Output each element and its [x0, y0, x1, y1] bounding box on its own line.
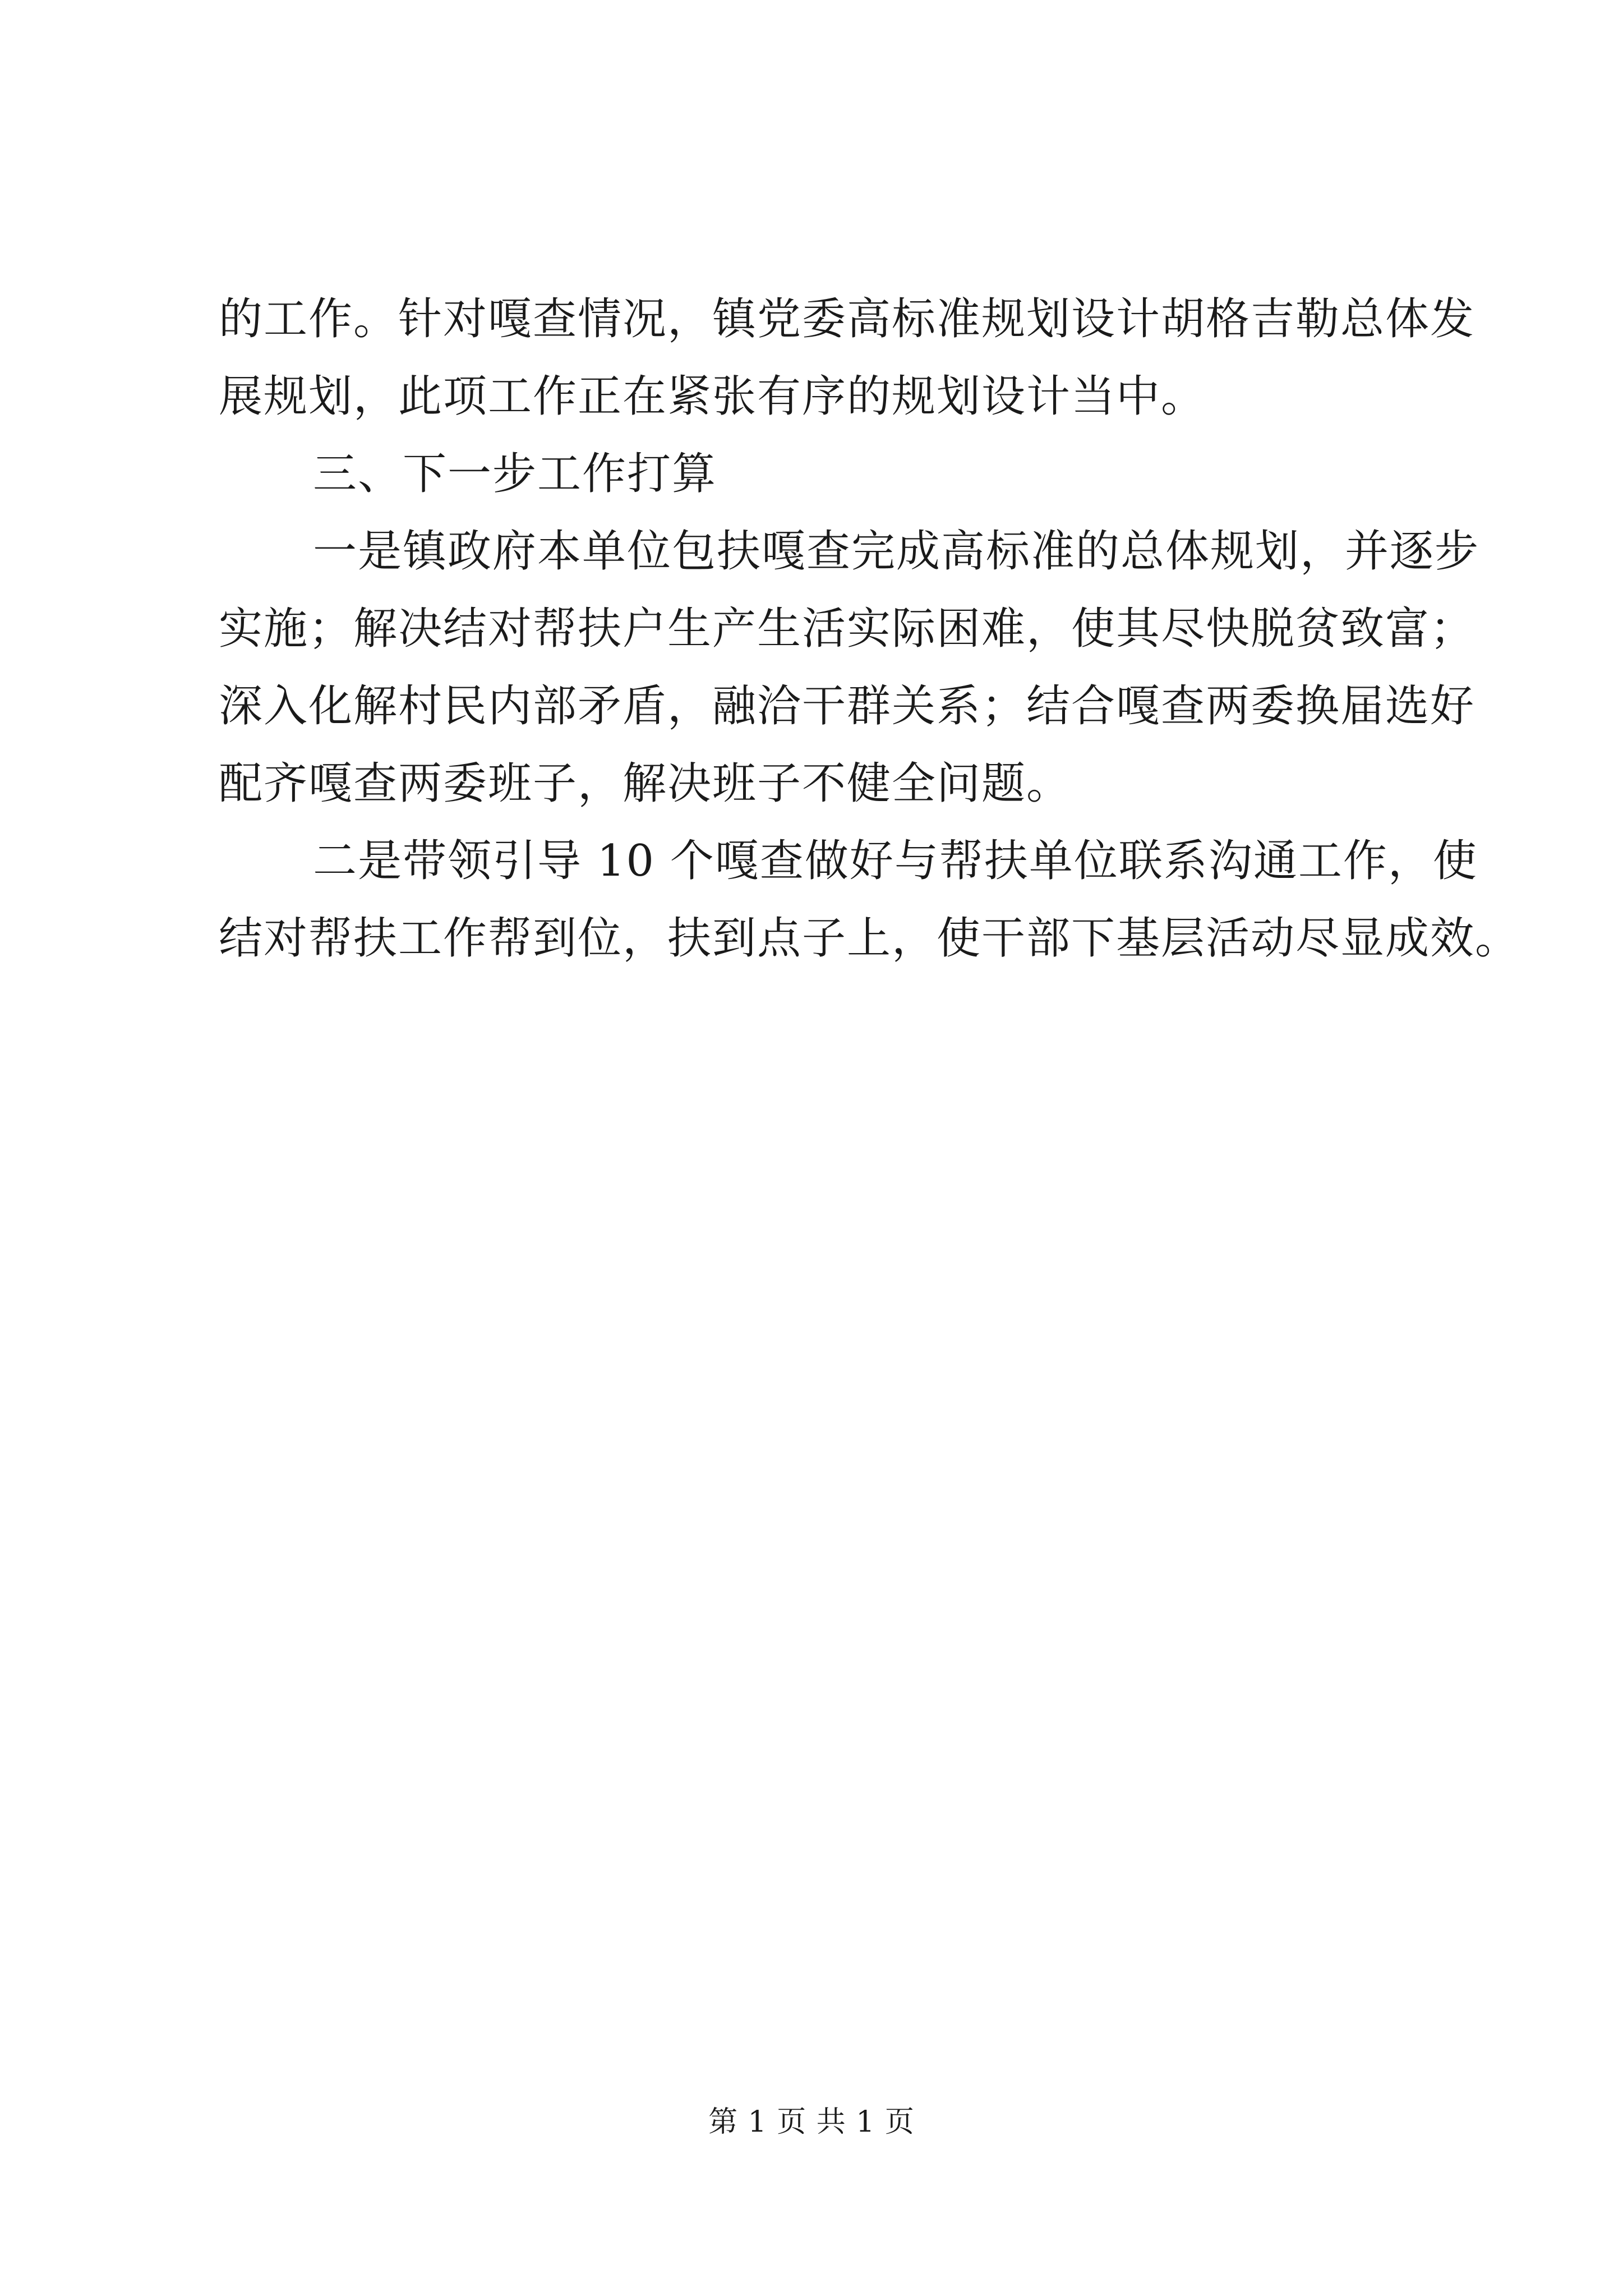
text-line: 结对帮扶工作帮到位，扶到点子上，使干部下基层活动尽显成效。: [219, 913, 1520, 964]
text-line: 配齐嘎查两委班子，解决班子不健全问题。: [219, 758, 1072, 809]
text-line: 深入化解村民内部矛盾，融洽干群关系；结合嘎查两委换届选好: [219, 681, 1476, 731]
text-line: 一是镇政府本单位包扶嘎查完成高标准的总体规划，并逐步: [313, 526, 1480, 577]
paragraph-continuation: [219, 280, 1476, 435]
text-line: 的工作。针对嘎查情况，镇党委高标准规划设计胡格吉勒总体发: [219, 294, 1476, 344]
section-heading: [219, 435, 1453, 513]
page-footer: 第 1 页 共 1 页: [708, 2105, 915, 2139]
text-line: 实施；解决结对帮扶户生产生活实际困难，使其尽快脱贫致富；: [219, 604, 1476, 654]
section-heading-text: 三、下一步工作打算: [313, 449, 717, 499]
text-line: 展规划，此项工作正在紧张有序的规划设计当中。: [219, 371, 1206, 422]
paragraph-item-one: [219, 513, 1480, 822]
paragraph-item-two: [219, 822, 1520, 977]
text-line: 二是带领引导 10 个嘎查做好与帮扶单位联系沟通工作，使: [313, 836, 1478, 886]
document-body: [219, 280, 1520, 977]
